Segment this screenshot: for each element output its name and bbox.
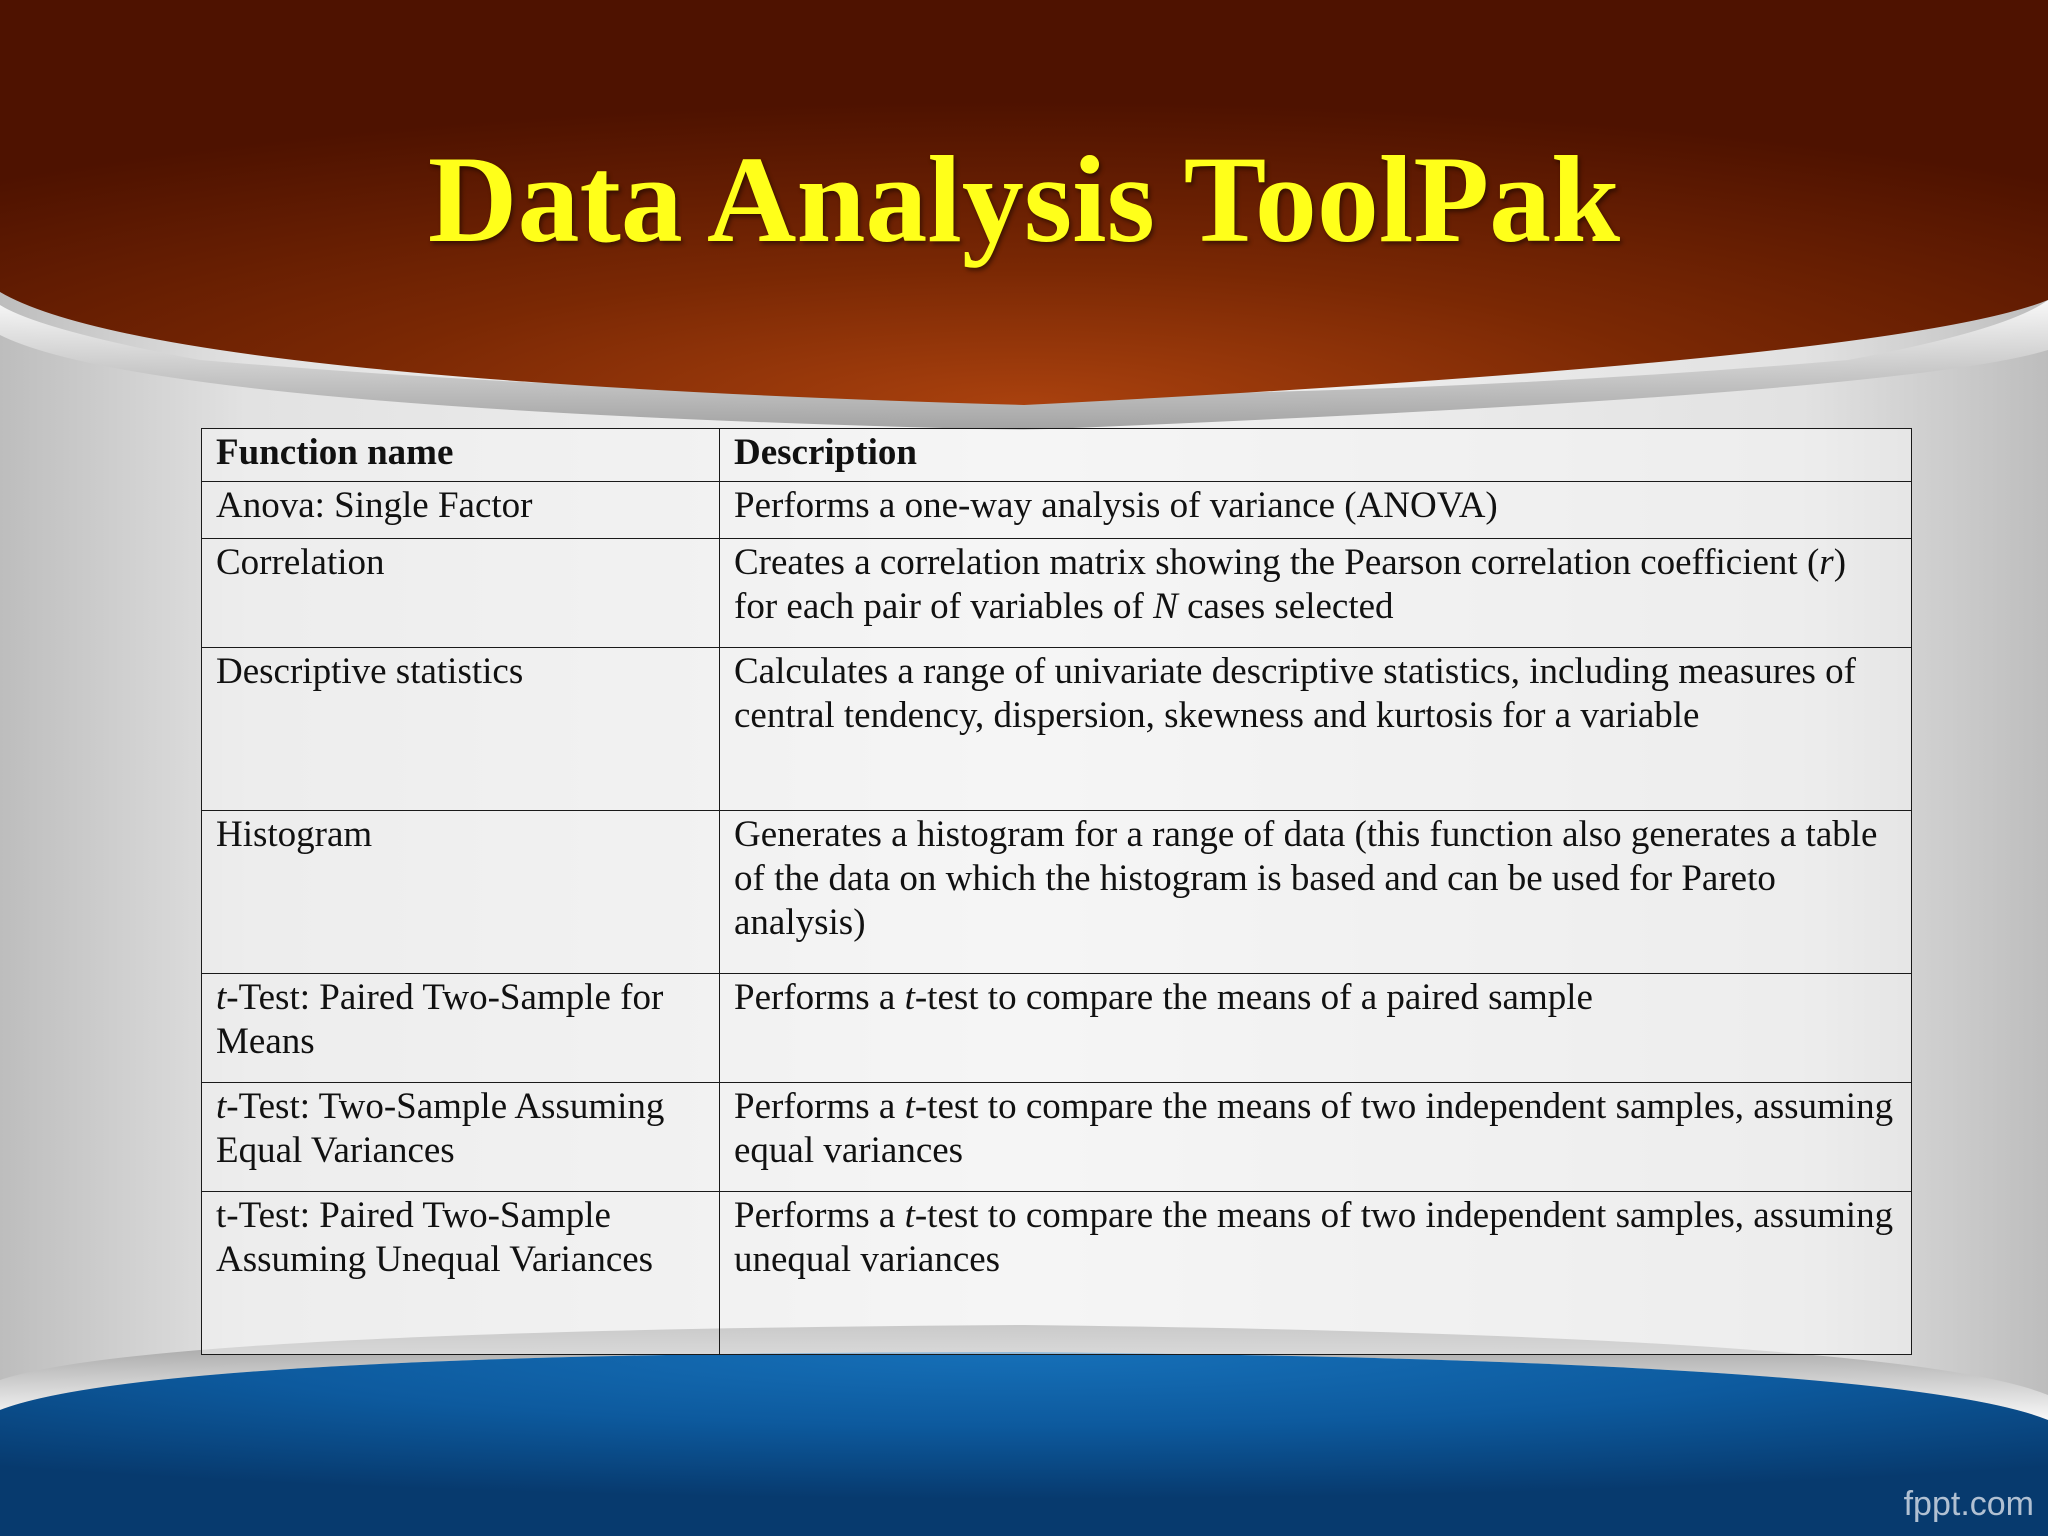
description-text: -test to compare the means of a paired sample [914, 977, 1593, 1018]
italic-symbol: r [1819, 542, 1834, 583]
description-text: Creates a correlation matrix showing the Pearson correlation coefficient ( [734, 542, 1820, 583]
function-name-cell: Correlation [202, 539, 720, 648]
description-cell [720, 1192, 1912, 1355]
description-text: Performs a [734, 1195, 905, 1236]
description-cell [720, 1083, 1912, 1192]
table-row [202, 539, 1912, 648]
description-cell: Calculates a range of univariate descriptive statistics, including measures of central tendency, dispersion, skewness and kurtosis for a variable [720, 648, 1912, 811]
function-name-cell [202, 1083, 720, 1192]
function-name-cell: Anova: Single Factor [202, 482, 720, 539]
toolpak-functions-table [201, 428, 1912, 1355]
description-text: ) for each pair of variables of [734, 542, 1847, 627]
function-name-text: -Test: Two-Sample Assuming Equal Variances [216, 1086, 665, 1171]
description-cell [720, 974, 1912, 1083]
function-name-cell [202, 974, 720, 1083]
italic-symbol: t [904, 1086, 915, 1127]
italic-symbol: t [216, 1086, 227, 1127]
function-name-text: -Test: Paired Two-Sample for Means [216, 977, 664, 1062]
slide-title: Data Analysis ToolPak [427, 131, 1621, 268]
function-name-cell: t-Test: Paired Two-Sample Assuming Unequal Variances [202, 1192, 720, 1355]
italic-symbol: t [904, 1195, 915, 1236]
description-text: cases selected [1177, 586, 1394, 627]
column-header-function-name: Function name [202, 429, 720, 482]
description-cell: Generates a histogram for a range of data (this function also generates a table of the data on which the histogram is based and can be used for Pareto analysis) [720, 811, 1912, 974]
table-row [202, 1083, 1912, 1192]
description-cell: Performs a one-way analysis of variance (ANOVA) [720, 482, 1912, 539]
description-text: Performs a [734, 1086, 905, 1127]
table-header-row [202, 429, 1912, 482]
description-cell [720, 539, 1912, 648]
table-row [202, 974, 1912, 1083]
column-header-description: Description [720, 429, 1912, 482]
description-text: Performs a [734, 977, 905, 1018]
italic-symbol: N [1153, 586, 1178, 627]
italic-symbol: t [904, 977, 915, 1018]
description-text: -test to compare the means of two independent samples, assuming unequal variances [734, 1195, 1894, 1280]
table-row [202, 482, 1912, 539]
function-name-cell: Histogram [202, 811, 720, 974]
table-row [202, 1192, 1912, 1355]
italic-symbol: t [216, 977, 227, 1018]
table-row [202, 811, 1912, 974]
function-name-cell: Descriptive statistics [202, 648, 720, 811]
watermark-text: fppt.com [1903, 1485, 2034, 1523]
description-text: -test to compare the means of two independent samples, assuming equal variances [734, 1086, 1894, 1171]
table-row [202, 648, 1912, 811]
